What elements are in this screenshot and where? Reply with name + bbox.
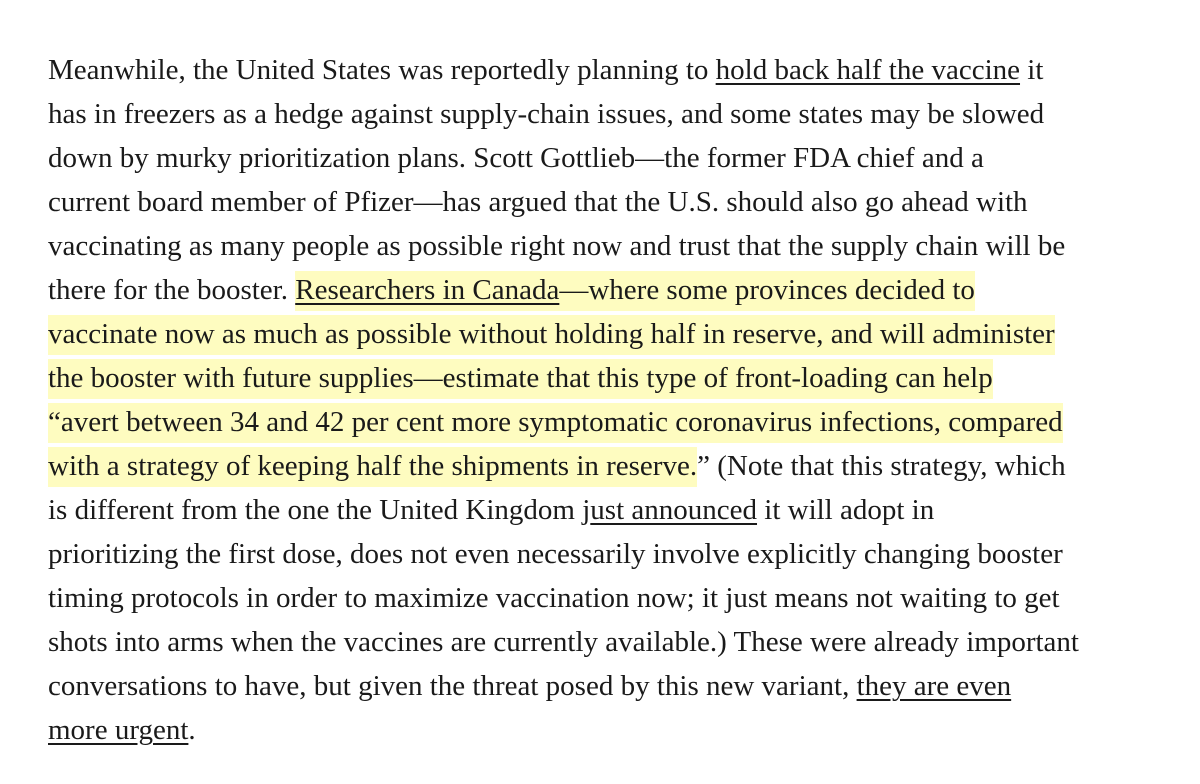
they-are-even-more-urgent-link-continued[interactable]: more urgent bbox=[48, 714, 189, 746]
paragraph-line bbox=[48, 444, 1066, 488]
paragraph-line bbox=[48, 356, 993, 400]
paragraph-line bbox=[48, 268, 975, 312]
paragraph-line bbox=[48, 708, 196, 752]
paragraph-line bbox=[48, 312, 1055, 356]
text-span: there for the booster. bbox=[48, 274, 296, 306]
paragraph-line: has in freezers as a hedge against supply-chain issues, and some states may be slowed bbox=[48, 98, 1045, 130]
paragraph-line: prioritizing the first dose, does not even necessarily involve explicitly changing booster bbox=[48, 538, 1063, 570]
paragraph-line bbox=[48, 48, 1043, 92]
text-span: is different from the one the United Kingdom j bbox=[48, 494, 591, 526]
just-announced-link[interactable]: ust announced bbox=[590, 494, 758, 526]
they-are-even-more-urgent-link[interactable]: they are even bbox=[856, 670, 1012, 702]
text-span: it bbox=[1020, 54, 1044, 86]
text-span: ” (Note that this strategy, which bbox=[697, 450, 1066, 482]
highlighted-quote-segment bbox=[295, 271, 975, 311]
text-span: conversations to have, but given the threat posed by this new variant, bbox=[48, 670, 857, 702]
highlighted-text: with a strategy of keeping half the shipments in reserve. bbox=[48, 447, 697, 487]
highlighted-text: vaccinate now as much as possible without holding half in reserve, and will administer bbox=[48, 315, 1055, 355]
paragraph-line: current board member of Pfizer—has argued that the U.S. should also go ahead with bbox=[48, 186, 1028, 218]
researchers-in-canada-link[interactable]: Researchers in Canada bbox=[295, 274, 560, 306]
paragraph-line: timing protocols in order to maximize vaccination now; it just means not waiting to get bbox=[48, 582, 1060, 614]
paragraph-line bbox=[48, 664, 1011, 708]
paragraph-line: down by murky prioritization plans. Scott Gottlieb—the former FDA chief and a bbox=[48, 142, 984, 174]
text-span: Meanwhile, the United States was reportedly planning to bbox=[48, 54, 716, 86]
paragraph-line bbox=[48, 488, 934, 532]
hold-back-half-link[interactable]: hold back half the vaccine bbox=[715, 54, 1021, 86]
paragraph-line: shots into arms when the vaccines are currently available.) These were already important bbox=[48, 626, 1079, 658]
paragraph-line: vaccinating as many people as possible right now and trust that the supply chain will be bbox=[48, 230, 1066, 262]
paragraph-line bbox=[48, 400, 1063, 444]
text-span: —where some provinces decided to bbox=[559, 274, 975, 306]
text-span: it will adopt in bbox=[757, 494, 935, 526]
text-span: . bbox=[188, 714, 196, 746]
highlighted-text: the booster with future supplies—estimate that this type of front-loading can help bbox=[48, 359, 993, 399]
highlighted-text: “avert between 34 and 42 per cent more symptomatic coronavirus infections, compared bbox=[48, 403, 1063, 443]
